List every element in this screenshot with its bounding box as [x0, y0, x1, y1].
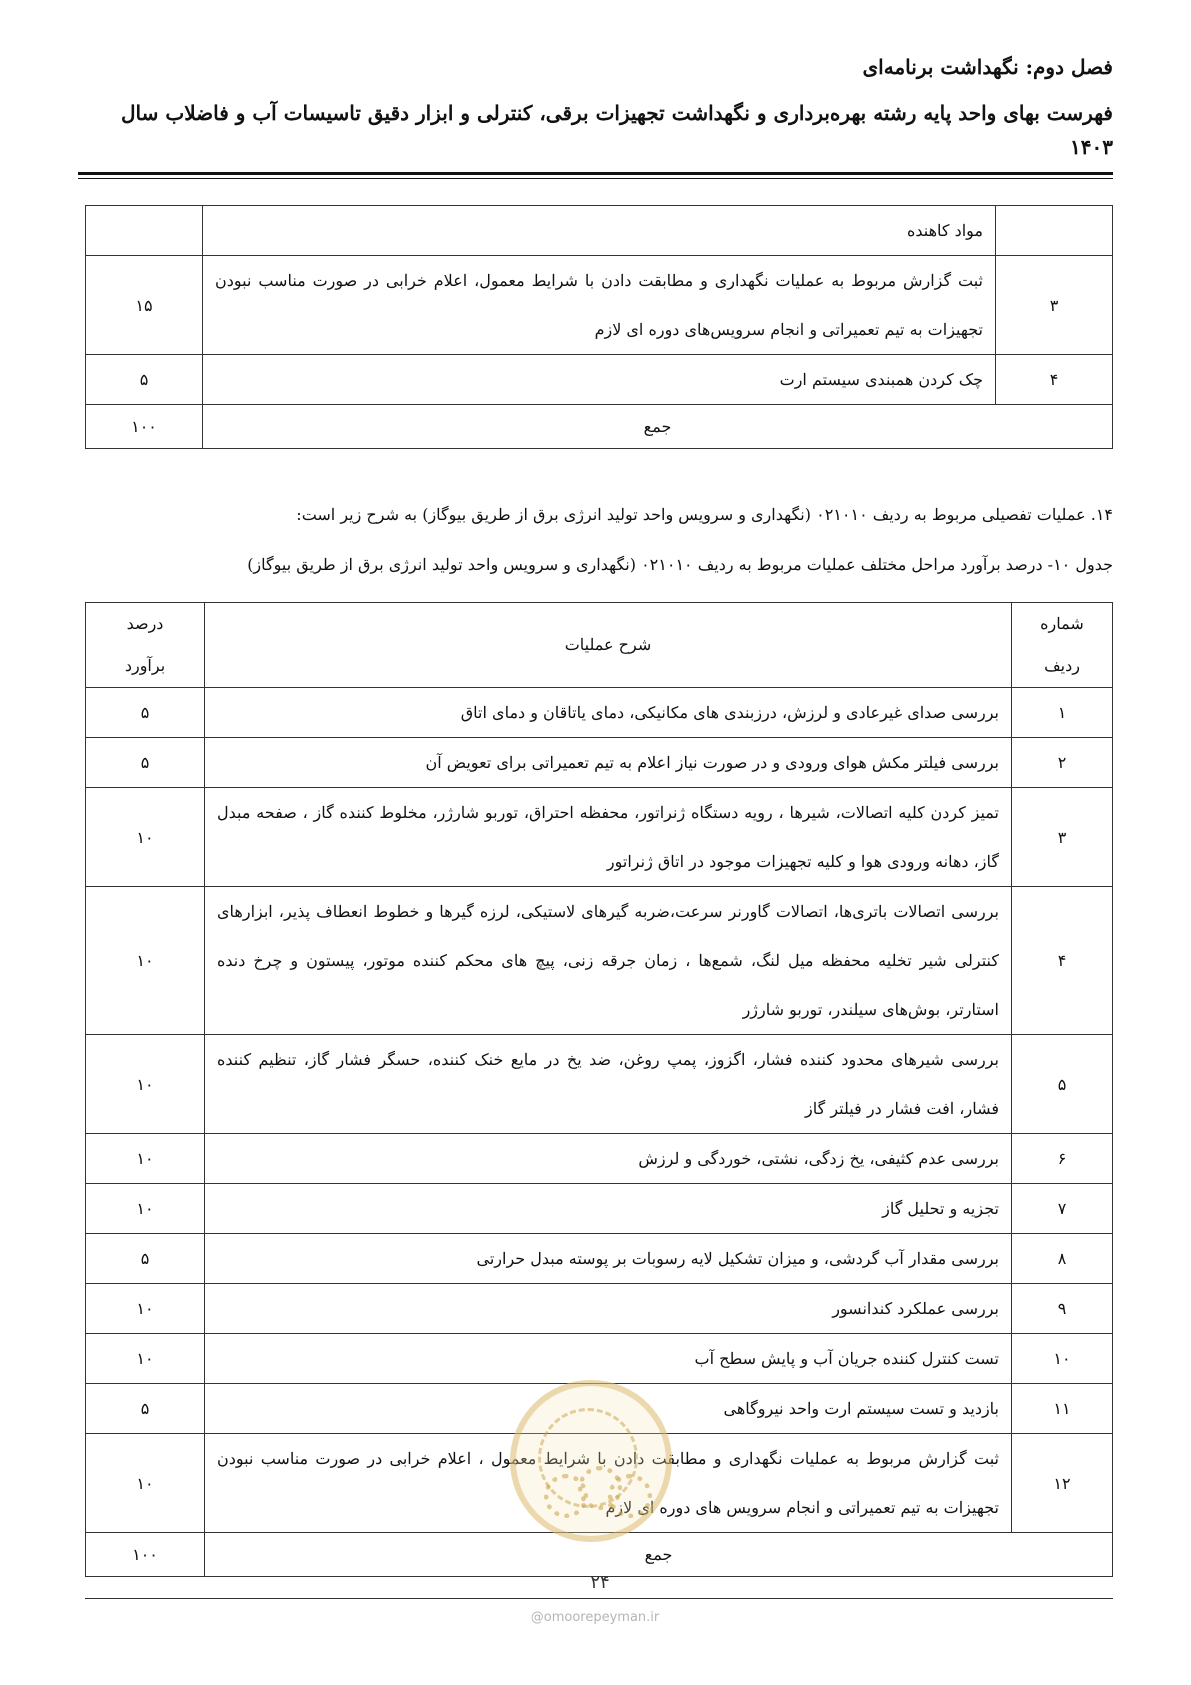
row-number-cell: ۷: [1012, 1184, 1113, 1234]
description-cell: بررسی صدای غیرعادی و لرزش، درزبندی های مکانیکی، دمای یاتاقان و دمای اتاق: [205, 688, 1012, 738]
header-description: شرح عملیات: [205, 603, 1012, 688]
percent-cell: ۱۰: [86, 887, 205, 1035]
row-number-cell: ۱۱: [1012, 1384, 1113, 1434]
table-row: [86, 738, 1113, 788]
percent-cell: ۱۰: [86, 1134, 205, 1184]
row-number-cell: ۸: [1012, 1234, 1113, 1284]
row-number-cell: ۶: [1012, 1134, 1113, 1184]
table-row: [86, 1284, 1113, 1334]
table-row: [86, 355, 1113, 405]
description-cell: بررسی عدم کثیفی، یخ زدگی، نشتی، خوردگی و لرزش: [205, 1134, 1012, 1184]
header-rule-thick: [78, 172, 1113, 175]
total-label: جمع: [205, 1533, 1113, 1577]
percent-cell: ۵: [86, 688, 205, 738]
description-cell: تمیز کردن کلیه اتصالات، شیرها ، رویه دستگاه ژنراتور، محفظه احتراق، توربو شارژر، مخلوط کننده گاز ، صفحه مبدل گاز، دهانه ورودی هوا و کلیه تجهیزات موجود در اتاق ژنراتور: [205, 788, 1012, 887]
total-value: ۱۰۰: [86, 1533, 205, 1577]
header-percent-line1: درصد: [126, 614, 164, 633]
table-row: [86, 788, 1113, 887]
table-row: [86, 1334, 1113, 1384]
header-row-number-line1: شماره: [1040, 614, 1084, 633]
description-cell: بررسی مقدار آب گردشی، و میزان تشکیل لایه رسوبات بر پوسته مبدل حرارتی: [205, 1234, 1012, 1284]
percent-cell: ۵: [86, 1234, 205, 1284]
table-caption: جدول ۱۰- درصد برآورد مراحل مختلف عملیات مربوط به ردیف ۰۲۱۰۱۰ (نگهداری و سرویس واحد تولید انرژی برق از طریق بیوگاز): [247, 555, 1113, 574]
header-row-number: [1012, 603, 1113, 688]
table-row: [86, 1234, 1113, 1284]
header-rule-thin: [78, 178, 1113, 179]
header-row-number-line2: ردیف: [1044, 656, 1080, 675]
percent-cell: ۵: [86, 1384, 205, 1434]
description-cell: بررسی اتصالات باتری‌ها، اتصالات گاورنر سرعت،ضربه گیرهای لاستیکی، لرزه گیرها و خطوط انعطاف پذیر، ابزارهای کنترلی شیر تخلیه محفظه میل لنگ، شمع‌ها ، زمان جرقه زنی، پیچ های محکم کننده موتور، پیستون و چرخ دنده استارتر، بوش‌های سیلندر، توربو شارژر: [205, 887, 1012, 1035]
row-number-cell: ۳: [996, 256, 1113, 355]
percent-cell: ۵: [86, 738, 205, 788]
seal-watermark: [510, 1380, 672, 1542]
percent-cell: ۱۰: [86, 1334, 205, 1384]
description-cell: بررسی فیلتر مکش هوای ورودی و در صورت نیاز اعلام به تیم تعمیراتی برای تعویض آن: [205, 738, 1012, 788]
description-cell: ثبت گزارش مربوط به عملیات نگهداری و مطابقت دادن با شرایط معمول، اعلام خرابی در صورت مناسب نبودن تجهیزات به تیم تعمیراتی و انجام سرویس‌های دوره ای لازم: [203, 256, 996, 355]
previous-operations-table: [85, 205, 1113, 449]
table-row: [86, 688, 1113, 738]
percent-cell: ۱۰: [86, 1434, 205, 1533]
table-row: [86, 887, 1113, 1035]
total-value: ۱۰۰: [86, 405, 203, 449]
row-number-cell: ۳: [1012, 788, 1113, 887]
percent-cell: ۱۰: [86, 788, 205, 887]
footer-rule: [85, 1598, 1113, 1599]
table-row: [86, 256, 1113, 355]
total-row: [86, 405, 1113, 449]
description-cell: تجزیه و تحلیل گاز: [205, 1184, 1012, 1234]
description-cell: چک کردن همبندی سیستم ارت: [203, 355, 996, 405]
row-number-cell: ۴: [1012, 887, 1113, 1035]
row-number-cell: ۱۲: [1012, 1434, 1113, 1533]
percent-cell: [86, 206, 203, 256]
chapter-title: فصل دوم: نگهداشت برنامه‌ای: [862, 55, 1113, 79]
row-number-cell: [996, 206, 1113, 256]
table-header-row: [86, 603, 1113, 688]
page-number: ۲۴: [590, 1572, 610, 1593]
row-number-cell: ۵: [1012, 1035, 1113, 1134]
row-number-cell: ۹: [1012, 1284, 1113, 1334]
table-row: [86, 206, 1113, 256]
total-label: جمع: [203, 405, 1113, 449]
percent-cell: ۱۰: [86, 1184, 205, 1234]
table-row: [86, 1184, 1113, 1234]
percent-cell: ۱۰: [86, 1035, 205, 1134]
description-cell: بررسی شیرهای محدود کننده فشار، اگزوز، پمپ روغن، ضد یخ در مایع خنک کننده، حسگر فشار گاز، تنظیم کننده فشار، افت فشار در فیلتر گاز: [205, 1035, 1012, 1134]
percent-cell: ۱۵: [86, 256, 203, 355]
description-cell: بازدید و تست سیستم ارت واحد نیروگاهی: [205, 1384, 1012, 1434]
gear-icon: [608, 1474, 652, 1518]
description-cell: تست کنترل کننده جریان آب و پایش سطح آب: [205, 1334, 1012, 1384]
table-row: [86, 1134, 1113, 1184]
row-number-cell: ۲: [1012, 738, 1113, 788]
row-number-cell: ۱۰: [1012, 1334, 1113, 1384]
header-percent: [86, 603, 205, 688]
document-title: فهرست بهای واحد پایه رشته بهره‌برداری و نگهداشت تجهیزات برقی، کنترلی و ابزار دقیق تاسیسات آب و فاضلاب سال ۱۴۰۳: [121, 101, 1113, 159]
description-cell: بررسی عملکرد کندانسور: [205, 1284, 1012, 1334]
description-cell: ثبت گزارش مربوط به عملیات نگهداری و مطابقت دادن با شرایط معمول ، اعلام خرابی در صورت مناسب نبودن تجهیزات به تیم تعمیراتی و انجام سرویس های دوره ای لازم: [205, 1434, 1012, 1533]
description-cell: مواد کاهنده: [203, 206, 996, 256]
footer-watermark-text: @omoorepeyman.ir: [530, 1610, 660, 1625]
table-row: [86, 1035, 1113, 1134]
header-percent-line2: برآورد: [124, 656, 166, 675]
section-paragraph: ۱۴. عملیات تفصیلی مربوط به ردیف ۰۲۱۰۱۰ (نگهداری و سرویس واحد تولید انرژی برق از طریق بیوگاز) به شرح زیر است:: [296, 505, 1113, 524]
page-header: [78, 52, 1113, 164]
row-number-cell: ۴: [996, 355, 1113, 405]
percent-cell: ۱۰: [86, 1284, 205, 1334]
percent-cell: ۵: [86, 355, 203, 405]
row-number-cell: ۱: [1012, 688, 1113, 738]
